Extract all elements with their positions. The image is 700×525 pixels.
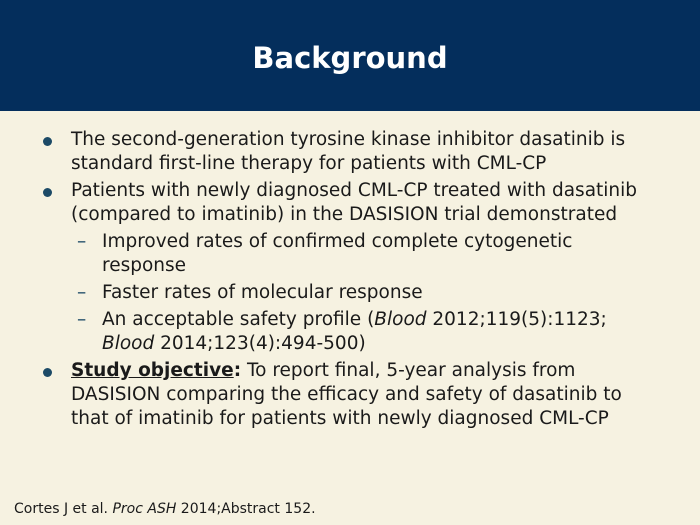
bullet-text: The second-generation tyrosine kinase inhibitor dasatinib is standard first-line therapy for patients with CML-CP (71, 129, 626, 174)
study-objective-colon: : (233, 360, 242, 381)
bullet-item-3 (40, 359, 660, 431)
reference-footer (14, 500, 316, 518)
dash-icon: – (77, 309, 87, 330)
slide-body (40, 128, 660, 434)
dash-icon: – (77, 231, 87, 252)
title-bar (0, 0, 700, 111)
dash-icon: – (77, 282, 87, 303)
citation: 2012;119(5):1123; (426, 309, 607, 330)
sub-item-3 (40, 308, 660, 356)
bullet-dot-icon (43, 188, 52, 197)
bullet-item-2 (40, 179, 660, 227)
sub-item-text-pre: An acceptable safety profile ( (102, 309, 375, 330)
sub-item-text: Faster rates of molecular response (102, 282, 423, 303)
bullet-item-1 (40, 128, 660, 176)
bullet-dot-icon (43, 137, 52, 146)
bullet-text: Patients with newly diagnosed CML-CP treated with dasatinib (compared to imatinib) in the DASISION trial demonstrated (71, 180, 638, 225)
sub-item-2 (40, 281, 660, 305)
journal-name: Blood (374, 309, 427, 330)
footer-journal: Proc ASH (112, 501, 177, 517)
footer-authors: Cortes J et al. (14, 501, 113, 517)
sub-item-text: Improved rates of confirmed complete cytogenetic response (102, 231, 573, 276)
study-objective-label: Study objective (71, 360, 234, 381)
slide-title: Background (252, 40, 448, 75)
study-objective-text: To report final, 5-year analysis from DASISION comparing the efficacy and safety of dasatinib to that of imatinib for patients with newly diagnosed CML-CP (71, 360, 622, 429)
sub-item-1 (40, 230, 660, 278)
citation: 2014;123(4):494-500) (154, 333, 366, 354)
footer-details: 2014;Abstract 152. (176, 501, 316, 517)
bullet-dot-icon (43, 368, 52, 377)
journal-name: Blood (102, 333, 155, 354)
